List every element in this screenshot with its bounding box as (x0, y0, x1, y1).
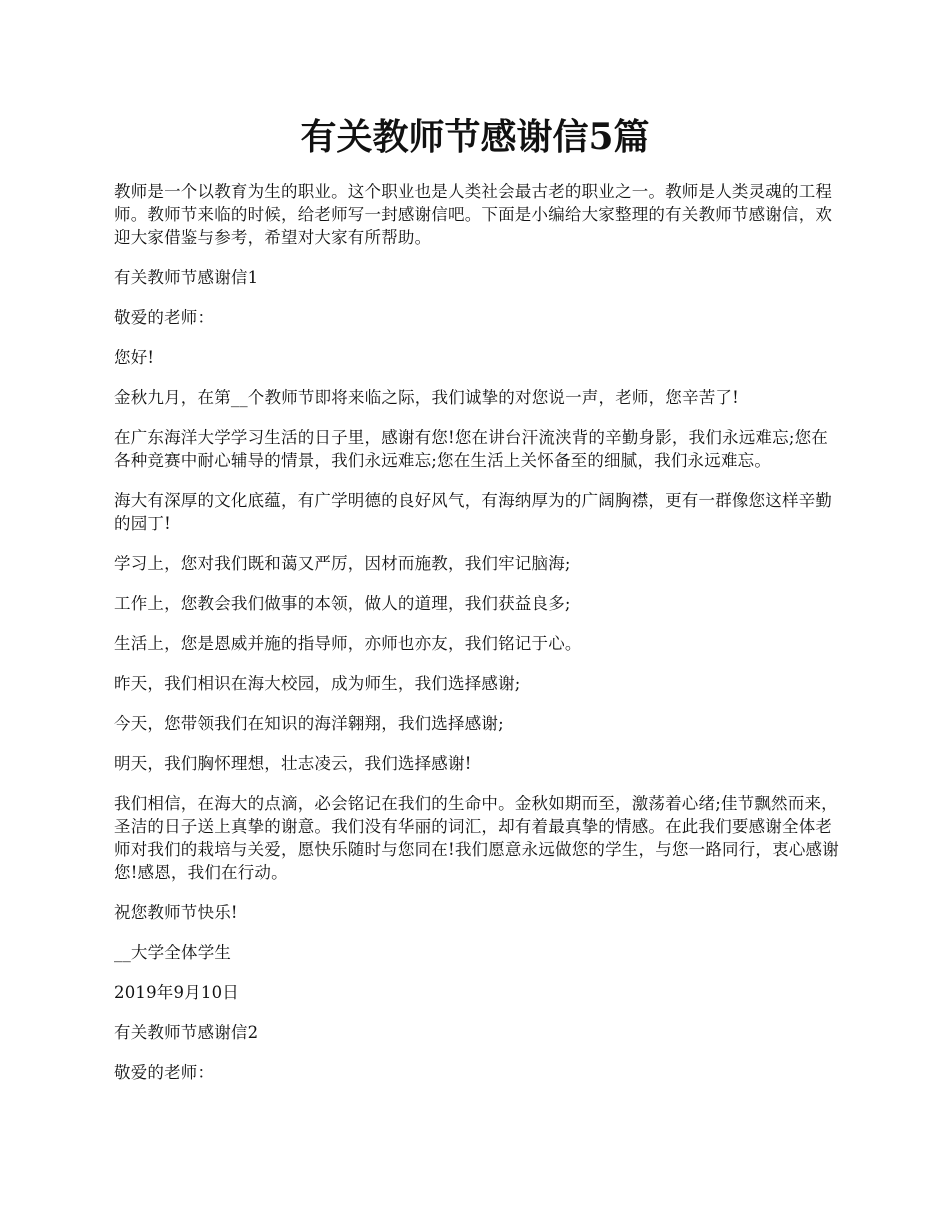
document-title: 有关教师节感谢信5篇 (300, 116, 650, 158)
body-paragraph: 在广东海洋大学学习生活的日子里，感谢有您!您在讲台汗流浃背的辛勤身影，我们永远难忘;您在各种竞赛中耐心辅导的情景，我们永远难忘;您在生活上关怀备至的细腻，我们永远难忘。 (114, 428, 828, 470)
section-heading-2: 有关教师节感谢信2 (114, 1023, 259, 1042)
body-paragraph: 昨天，我们相识在海大校园，成为师生，我们选择感谢; (114, 674, 521, 693)
section-heading-1: 有关教师节感谢信1 (114, 268, 259, 287)
body-paragraph: 工作上，您教会我们做事的本领，做人的道理，我们获益良多; (114, 594, 571, 613)
body-paragraph: 明天，我们胸怀理想，壮志凌云，我们选择感谢! (114, 754, 472, 773)
salutation: 敬爱的老师： (114, 308, 215, 327)
body-paragraph: 金秋九月，在第__个教师节即将来临之际，我们诚挚的对您说一声，老师，您辛苦了! (114, 388, 739, 407)
signature: __大学全体学生 (114, 943, 232, 962)
body-paragraph: 学习上，您对我们既和蔼又严厉，因材而施教，我们牢记脑海; (114, 554, 571, 573)
salutation: 敬爱的老师： (114, 1063, 215, 1082)
body-paragraph: 海大有深厚的文化底蕴，有广学明德的良好风气，有海纳厚为的广阔胸襟，更有一群像您这样辛勤的园丁! (114, 491, 833, 533)
date: 2019年9月10日 (114, 983, 239, 1002)
greeting: 您好! (114, 348, 155, 367)
body-paragraph: 今天，您带领我们在知识的海洋翱翔，我们选择感谢; (114, 714, 504, 733)
intro-paragraph: 教师是一个以教育为生的职业。这个职业也是人类社会最古老的职业之一。教师是人类灵魂的工程师。教师节来临的时候，给老师写一封感谢信吧。下面是小编给大家整理的有关教师节感谢信，欢迎大家借鉴与参考，希望对大家有所帮助。 (114, 182, 833, 247)
body-paragraph: 我们相信，在海大的点滴，必会铭记在我们的生命中。金秋如期而至，激荡着心绪;佳节飘然而来，圣洁的日子送上真挚的谢意。我们没有华丽的词汇，却有着最真挚的情感。在此我们要感谢全体老师对我们的栽培与关爱，愿快乐随时与您同在!我们愿意永远做您的学生，与您一路同行，衷心感谢您!感恩，我们在行动。 (114, 794, 839, 882)
closing-wish: 祝您教师节快乐! (114, 903, 238, 922)
body-paragraph: 生活上，您是恩威并施的指导师，亦师也亦友，我们铭记于心。 (114, 634, 582, 653)
document-body (114, 180, 842, 1101)
